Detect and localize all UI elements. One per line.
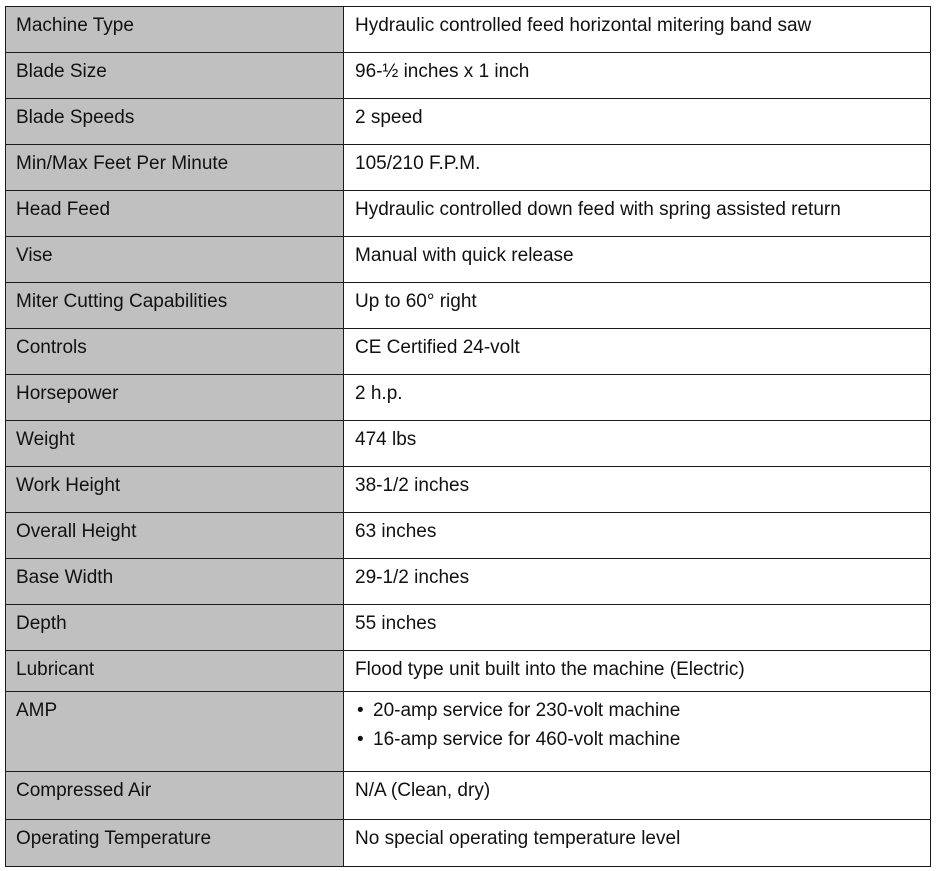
spec-table — [5, 6, 931, 867]
table-row — [6, 237, 931, 283]
row-label-controls: Controls — [6, 329, 344, 375]
row-value-blade-size: 96-½ inches x 1 inch — [344, 53, 931, 99]
table-row — [6, 375, 931, 421]
row-label-work-height: Work Height — [6, 467, 344, 513]
row-label-operating-temperature: Operating Temperature — [6, 820, 344, 867]
row-value-compressed-air: N/A (Clean, dry) — [344, 772, 931, 820]
row-label-horsepower: Horsepower — [6, 375, 344, 421]
row-value-base-width: 29-1/2 inches — [344, 559, 931, 605]
row-value-lubricant: Flood type unit built into the machine (Electric) — [344, 651, 931, 692]
row-label-compressed-air: Compressed Air — [6, 772, 344, 820]
table-row — [6, 651, 931, 692]
row-value-blade-speeds: 2 speed — [344, 99, 931, 145]
table-row — [6, 513, 931, 559]
table-row — [6, 692, 931, 772]
amp-bullet-item: • 20-amp service for 230-volt machine — [355, 696, 920, 725]
row-value-operating-temperature: No special operating temperature level — [344, 820, 931, 867]
row-value-feet-per-minute: 105/210 F.P.M. — [344, 145, 931, 191]
table-row — [6, 605, 931, 651]
row-label-blade-speeds: Blade Speeds — [6, 99, 344, 145]
row-value-miter-cutting: Up to 60° right — [344, 283, 931, 329]
row-label-lubricant: Lubricant — [6, 651, 344, 692]
row-value-controls: CE Certified 24-volt — [344, 329, 931, 375]
row-value-work-height: 38-1/2 inches — [344, 467, 931, 513]
row-value-weight: 474 lbs — [344, 421, 931, 467]
row-value-vise: Manual with quick release — [344, 237, 931, 283]
row-label-weight: Weight — [6, 421, 344, 467]
row-value-overall-height: 63 inches — [344, 513, 931, 559]
row-label-blade-size: Blade Size — [6, 53, 344, 99]
row-value-machine-type: Hydraulic controlled feed horizontal mitering band saw — [344, 7, 931, 53]
row-label-overall-height: Overall Height — [6, 513, 344, 559]
row-label-depth: Depth — [6, 605, 344, 651]
amp-bullet-item: • 16-amp service for 460-volt machine — [355, 725, 920, 754]
table-row — [6, 7, 931, 53]
row-value-depth: 55 inches — [344, 605, 931, 651]
table-row — [6, 559, 931, 605]
row-value-horsepower: 2 h.p. — [344, 375, 931, 421]
table-row — [6, 53, 931, 99]
row-label-machine-type: Machine Type — [6, 7, 344, 53]
row-label-miter-cutting: Miter Cutting Capabilities — [6, 283, 344, 329]
row-label-head-feed: Head Feed — [6, 191, 344, 237]
table-row — [6, 145, 931, 191]
row-label-base-width: Base Width — [6, 559, 344, 605]
row-value-amp — [344, 692, 931, 772]
table-row — [6, 283, 931, 329]
row-label-vise: Vise — [6, 237, 344, 283]
row-label-feet-per-minute: Min/Max Feet Per Minute — [6, 145, 344, 191]
table-row — [6, 329, 931, 375]
table-row — [6, 820, 931, 867]
table-row — [6, 99, 931, 145]
table-row — [6, 772, 931, 820]
row-value-head-feed: Hydraulic controlled down feed with spring assisted return — [344, 191, 931, 237]
row-label-amp: AMP — [6, 692, 344, 772]
amp-bullet-list — [355, 696, 920, 754]
table-row — [6, 467, 931, 513]
table-row — [6, 421, 931, 467]
table-row — [6, 191, 931, 237]
